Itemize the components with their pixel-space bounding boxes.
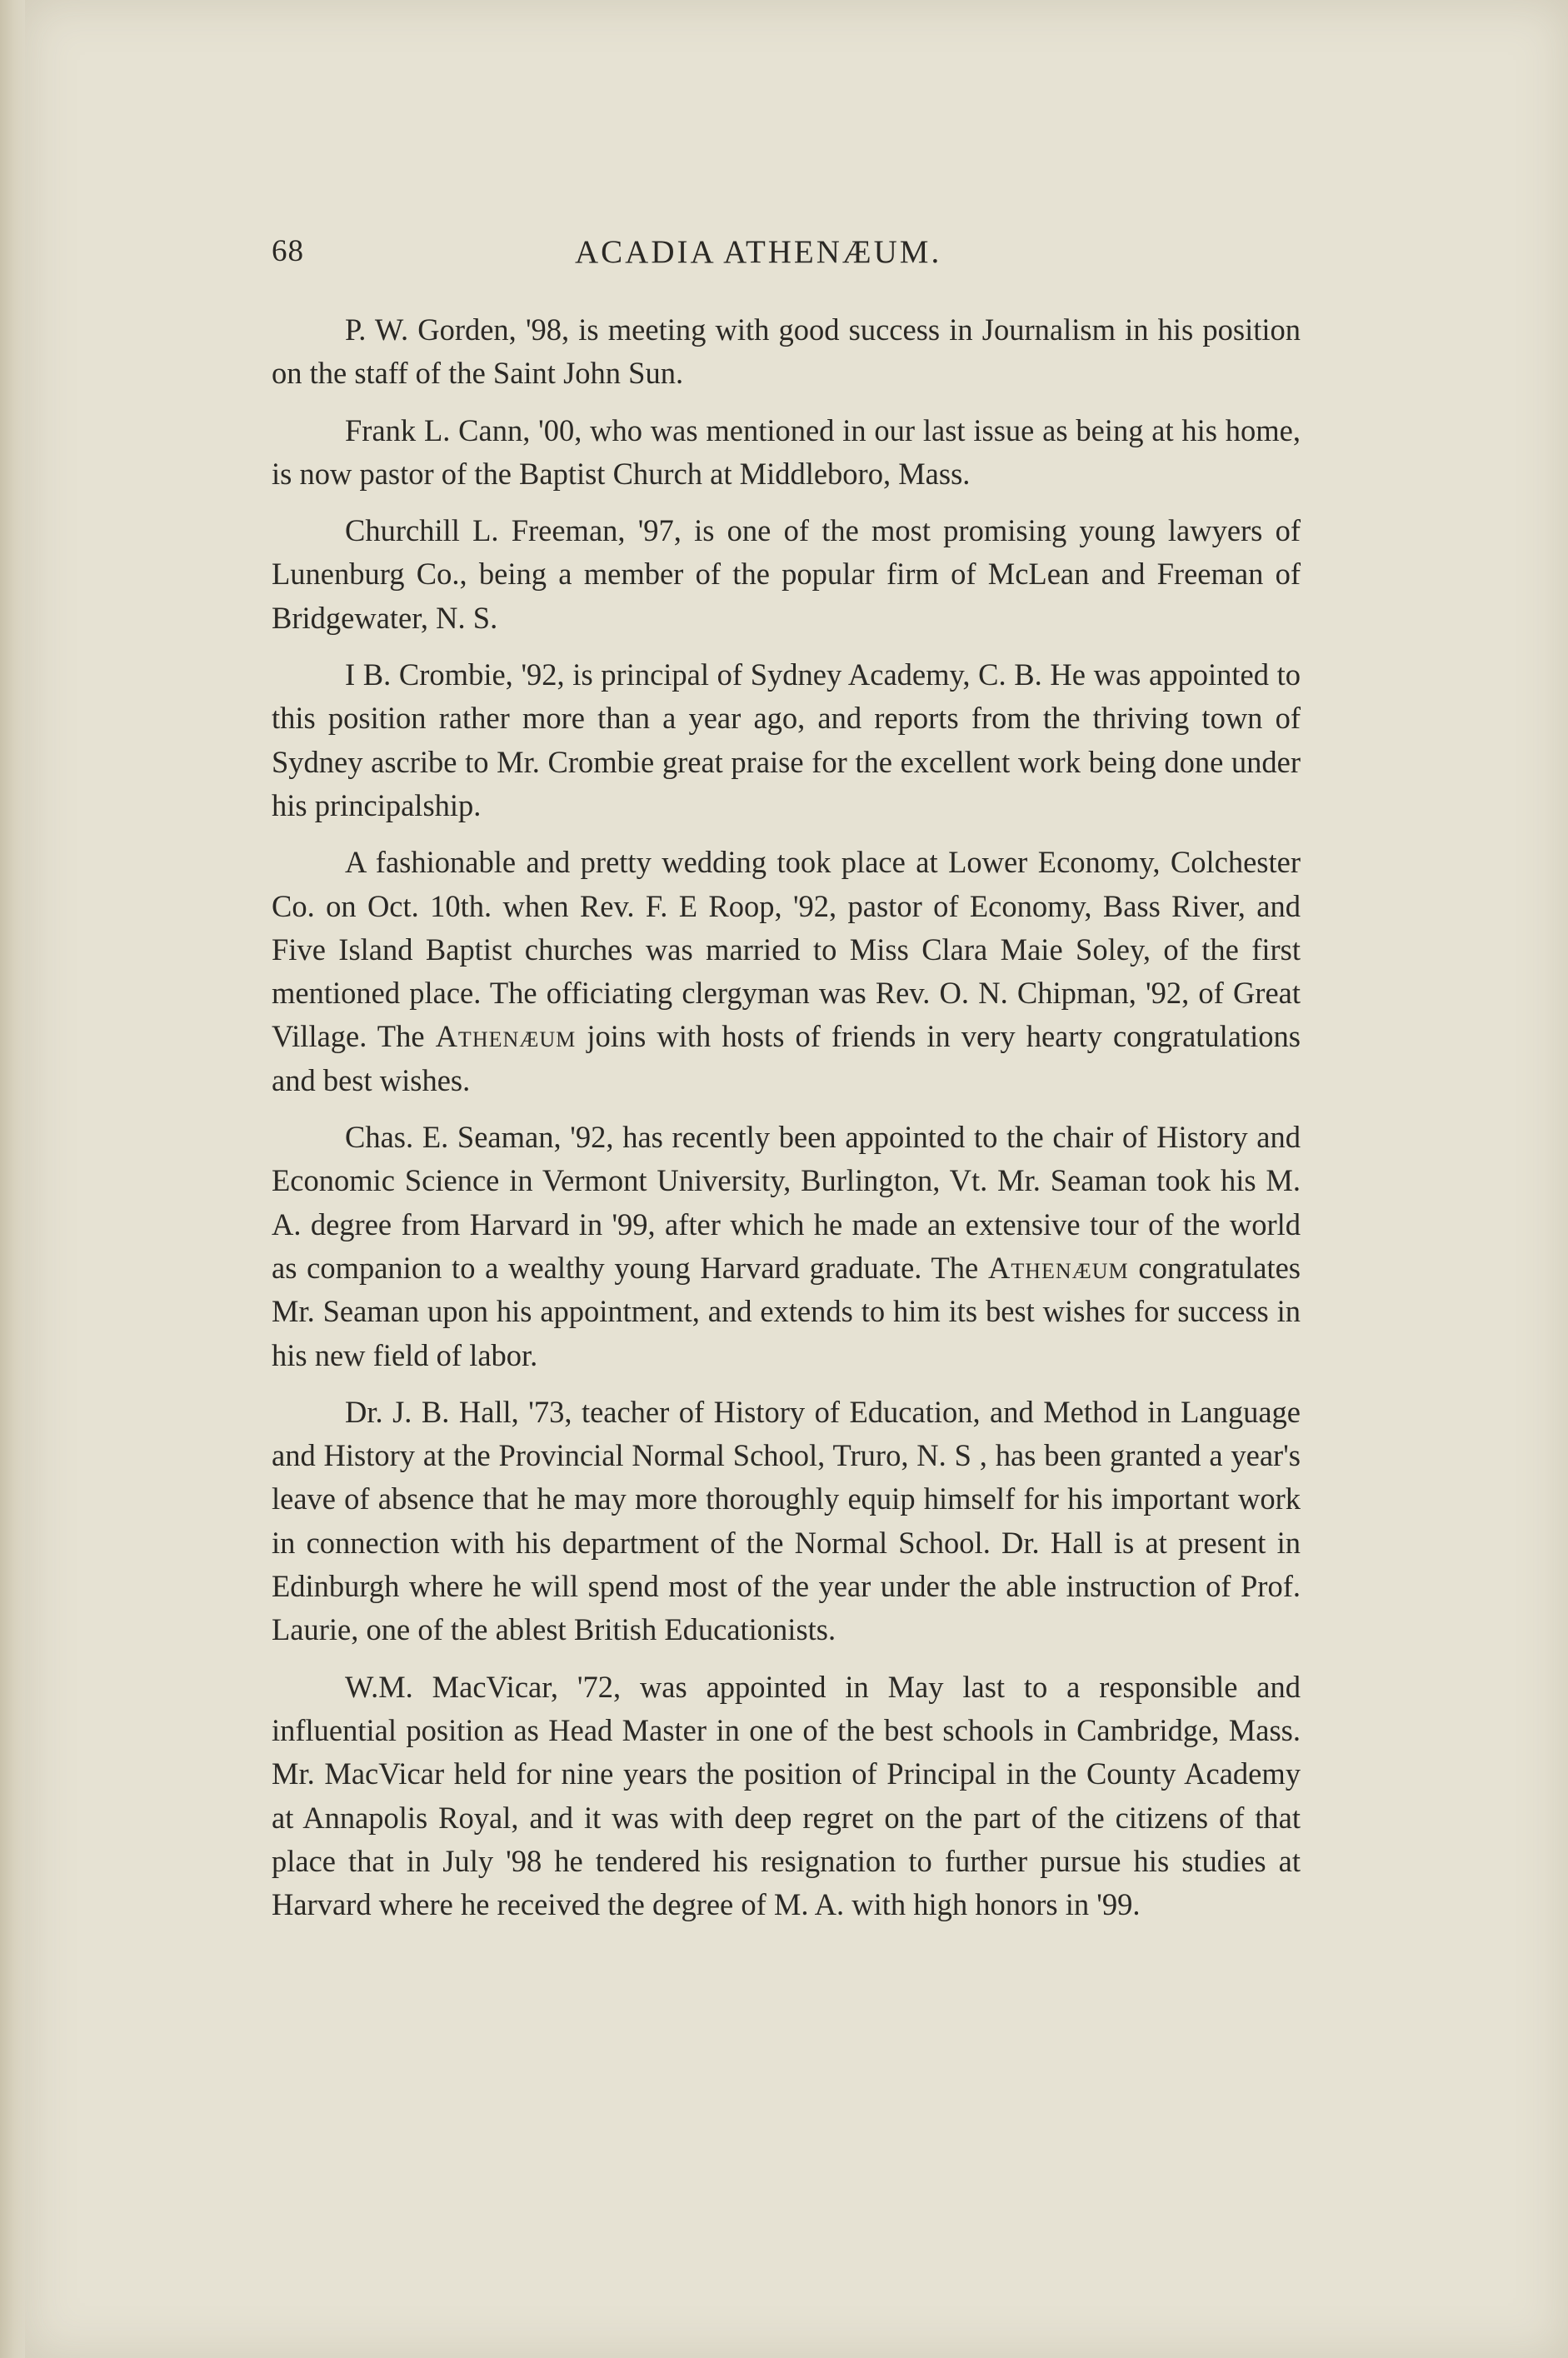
paragraph-wedding-text: A fashionable and pretty wedding took place at Lower Economy, Colchester Co. on Oct. 10th. when Rev. F. E Roop, '92, pastor of Economy, Bass River, and Five Island Baptist churches was married to Miss Clara Maie Soley, of the first mentioned place. The officiating clergyman was Rev. O. N. Chipman, '92, of Great Village. The xyxy=(272,845,1301,1054)
athenaeum-name: Athenæum xyxy=(987,1250,1129,1285)
paragraph-crombie: I B. Crombie, '92, is principal of Sydney Academy, C. B. He was appointed to this position rather more than a year ago, and reports from the thriving town of Sydney ascribe to Mr. Crombie great praise for the excellent work being done under his principalship. xyxy=(272,657,1301,822)
paragraph-freeman: Churchill L. Freeman, '97, is one of the most promising young lawyers of Lunenburg Co., being a member of the popular firm of McLean and Freeman of Bridgewater, N. S. xyxy=(272,513,1301,635)
paragraph-hall: Dr. J. B. Hall, '73, teacher of History of Education, and Method in Language and History at the Provincial Normal School, Truro, N. S , has been granted a year's leave of absence that he may more thoroughly equip himself for his important work in connection with his department of the Normal School. Dr. Hall is at present in Edinburgh where he will spend most of the year under the able instruction of Prof. Laurie, one of the ablest British Educationists. xyxy=(272,1394,1301,1647)
athenaeum-name: Athenæum xyxy=(435,1019,577,1054)
running-title: ACADIA ATHENÆUM. xyxy=(575,234,942,270)
article-body xyxy=(272,308,1301,1940)
paragraph-seaman-text-end: congratulates Mr. Seaman upon his appointment, and extends to him its best wishes for success in his new field of labor. xyxy=(272,1250,1301,1372)
paragraph-macvicar: W.M. MacVicar, '72, was appointed in May last to a responsible and influential position as Head Master in one of the best schools in Cambridge, Mass. Mr. MacVicar held for nine years the position of Principal in the County Academy at Annapolis Royal, and it was with deep regret on the part of the citizens of that place that in July '98 he tendered his resignation to further pursue his studies at Harvard where he received the degree of M. A. with high honors in '99. xyxy=(272,1669,1301,1922)
paragraph-wedding xyxy=(272,841,1301,1102)
page-number: 68 xyxy=(272,234,304,268)
paragraph-seaman-text: Chas. E. Seaman, '92, has recently been appointed to the chair of History and Economic Science in Vermont University, Burlington, Vt. Mr. Seaman took his M. A. degree from Harvard in '99, after which he made an extensive tour of the world as companion to a wealthy young Harvard graduate. The xyxy=(272,1120,1301,1285)
paragraph-seaman xyxy=(272,1116,1301,1377)
paragraph-gorden: P. W. Gorden, '98, is meeting with good success in Journalism in his position on the staff of the Saint John Sun. xyxy=(272,312,1301,391)
paragraph-wedding-text-end: joins with hosts of friends in very hearty congratulations and best wishes. xyxy=(272,1019,1301,1097)
page-header xyxy=(272,233,1301,275)
scan-edge xyxy=(0,0,25,2358)
paragraph-cann: Frank L. Cann, '00, who was mentioned in our last issue as being at his home, is now pastor of the Baptist Church at Middleboro, Mass. xyxy=(272,412,1301,491)
